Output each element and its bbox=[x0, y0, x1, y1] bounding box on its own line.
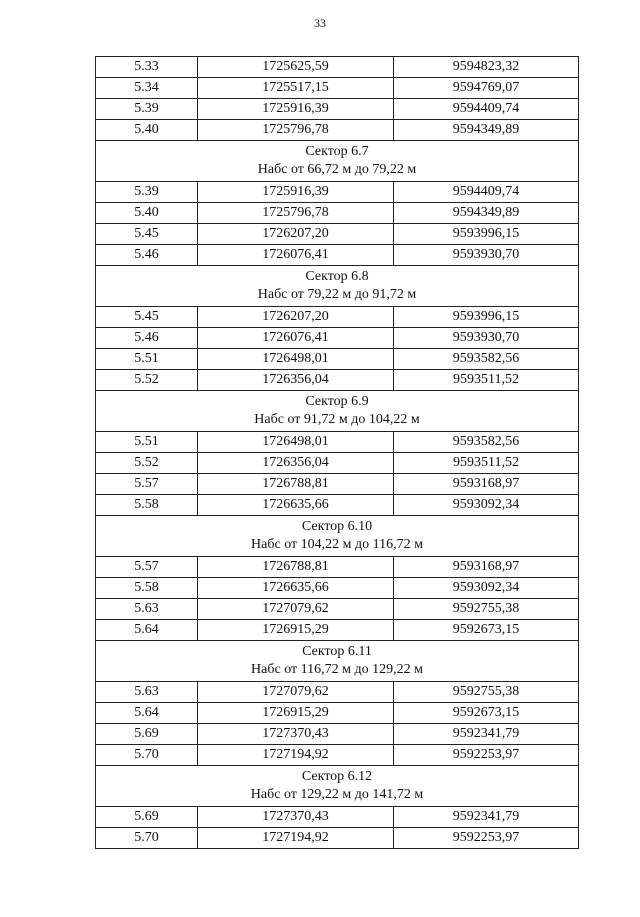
x-coordinate-cell: 1725517,15 bbox=[198, 78, 394, 99]
x-coordinate-cell: 1726207,20 bbox=[198, 224, 394, 245]
point-number-cell: 5.40 bbox=[96, 120, 198, 141]
y-coordinate-cell: 9593092,34 bbox=[394, 495, 579, 516]
x-coordinate-cell: 1727079,62 bbox=[198, 599, 394, 620]
table-row bbox=[96, 453, 579, 474]
sector-header-row bbox=[96, 266, 579, 307]
x-coordinate-cell: 1727370,43 bbox=[198, 724, 394, 745]
point-number-cell: 5.57 bbox=[96, 557, 198, 578]
y-coordinate-cell: 9593582,56 bbox=[394, 432, 579, 453]
table-row bbox=[96, 599, 579, 620]
point-number-cell: 5.34 bbox=[96, 78, 198, 99]
sector-header-row bbox=[96, 516, 579, 557]
x-coordinate-cell: 1726915,29 bbox=[198, 703, 394, 724]
table-row bbox=[96, 224, 579, 245]
x-coordinate-cell: 1727194,92 bbox=[198, 828, 394, 849]
point-number-cell: 5.45 bbox=[96, 224, 198, 245]
x-coordinate-cell: 1725796,78 bbox=[198, 120, 394, 141]
table-row bbox=[96, 807, 579, 828]
table-row bbox=[96, 328, 579, 349]
y-coordinate-cell: 9592253,97 bbox=[394, 745, 579, 766]
y-coordinate-cell: 9592341,79 bbox=[394, 807, 579, 828]
sector-title: Сектор 6.7 bbox=[305, 144, 369, 159]
x-coordinate-cell: 1726788,81 bbox=[198, 557, 394, 578]
y-coordinate-cell: 9593092,34 bbox=[394, 578, 579, 599]
x-coordinate-cell: 1726635,66 bbox=[198, 578, 394, 599]
x-coordinate-cell: 1727370,43 bbox=[198, 807, 394, 828]
x-coordinate-cell: 1727194,92 bbox=[198, 745, 394, 766]
sector-height-range: Набс от 129,22 м до 141,72 м bbox=[250, 787, 424, 802]
sector-header-cell bbox=[96, 766, 579, 807]
point-number-cell: 5.40 bbox=[96, 203, 198, 224]
point-number-cell: 5.58 bbox=[96, 495, 198, 516]
table-row bbox=[96, 495, 579, 516]
table-row bbox=[96, 578, 579, 599]
sector-height-range: Набс от 104,22 м до 116,72 м bbox=[251, 537, 423, 552]
table-row bbox=[96, 78, 579, 99]
point-number-cell: 5.70 bbox=[96, 828, 198, 849]
sector-title: Сектор 6.9 bbox=[305, 394, 369, 409]
point-number-cell: 5.64 bbox=[96, 620, 198, 641]
x-coordinate-cell: 1726788,81 bbox=[198, 474, 394, 495]
point-number-cell: 5.69 bbox=[96, 724, 198, 745]
sector-header-cell bbox=[96, 141, 579, 182]
table-row bbox=[96, 474, 579, 495]
point-number-cell: 5.57 bbox=[96, 474, 198, 495]
x-coordinate-cell: 1726915,29 bbox=[198, 620, 394, 641]
coordinates-table-body bbox=[96, 57, 579, 849]
table-row bbox=[96, 120, 579, 141]
y-coordinate-cell: 9593930,70 bbox=[394, 245, 579, 266]
x-coordinate-cell: 1725916,39 bbox=[198, 99, 394, 120]
point-number-cell: 5.39 bbox=[96, 99, 198, 120]
y-coordinate-cell: 9593511,52 bbox=[394, 370, 579, 391]
x-coordinate-cell: 1726635,66 bbox=[198, 495, 394, 516]
table-row bbox=[96, 57, 579, 78]
table-row bbox=[96, 203, 579, 224]
y-coordinate-cell: 9594349,89 bbox=[394, 203, 579, 224]
y-coordinate-cell: 9592673,15 bbox=[394, 703, 579, 724]
y-coordinate-cell: 9592253,97 bbox=[394, 828, 579, 849]
point-number-cell: 5.63 bbox=[96, 599, 198, 620]
y-coordinate-cell: 9592755,38 bbox=[394, 682, 579, 703]
y-coordinate-cell: 9593511,52 bbox=[394, 453, 579, 474]
point-number-cell: 5.46 bbox=[96, 245, 198, 266]
point-number-cell: 5.69 bbox=[96, 807, 198, 828]
table-row bbox=[96, 682, 579, 703]
y-coordinate-cell: 9592755,38 bbox=[394, 599, 579, 620]
sector-header-cell bbox=[96, 391, 579, 432]
y-coordinate-cell: 9594823,32 bbox=[394, 57, 579, 78]
y-coordinate-cell: 9593930,70 bbox=[394, 328, 579, 349]
sector-title: Сектор 6.12 bbox=[301, 769, 373, 784]
table-row bbox=[96, 724, 579, 745]
table-row bbox=[96, 370, 579, 391]
point-number-cell: 5.52 bbox=[96, 453, 198, 474]
table-row bbox=[96, 349, 579, 370]
sector-height-range: Набс от 91,72 м до 104,22 м bbox=[254, 412, 420, 427]
y-coordinate-cell: 9594349,89 bbox=[394, 120, 579, 141]
y-coordinate-cell: 9593996,15 bbox=[394, 224, 579, 245]
sector-header-row bbox=[96, 141, 579, 182]
point-number-cell: 5.51 bbox=[96, 349, 198, 370]
x-coordinate-cell: 1725625,59 bbox=[198, 57, 394, 78]
table-row bbox=[96, 745, 579, 766]
sector-height-range: Набс от 79,22 м до 91,72 м bbox=[257, 287, 417, 302]
table-row bbox=[96, 99, 579, 120]
sector-title: Сектор 6.11 bbox=[302, 644, 372, 659]
point-number-cell: 5.63 bbox=[96, 682, 198, 703]
sector-header-cell bbox=[96, 516, 579, 557]
table-row bbox=[96, 828, 579, 849]
table-row bbox=[96, 307, 579, 328]
sector-height-range: Набс от 66,72 м до 79,22 м bbox=[257, 162, 417, 177]
sector-title: Сектор 6.10 bbox=[301, 519, 373, 534]
sector-header-row bbox=[96, 641, 579, 682]
y-coordinate-cell: 9594409,74 bbox=[394, 99, 579, 120]
point-number-cell: 5.52 bbox=[96, 370, 198, 391]
x-coordinate-cell: 1726207,20 bbox=[198, 307, 394, 328]
sector-title: Сектор 6.8 bbox=[305, 269, 369, 284]
sector-header-row bbox=[96, 766, 579, 807]
table-row bbox=[96, 245, 579, 266]
coordinates-table bbox=[95, 56, 579, 849]
point-number-cell: 5.39 bbox=[96, 182, 198, 203]
point-number-cell: 5.46 bbox=[96, 328, 198, 349]
y-coordinate-cell: 9593582,56 bbox=[394, 349, 579, 370]
sector-header-cell bbox=[96, 641, 579, 682]
y-coordinate-cell: 9593996,15 bbox=[394, 307, 579, 328]
point-number-cell: 5.58 bbox=[96, 578, 198, 599]
x-coordinate-cell: 1725916,39 bbox=[198, 182, 394, 203]
table-row bbox=[96, 620, 579, 641]
table-row bbox=[96, 703, 579, 724]
x-coordinate-cell: 1727079,62 bbox=[198, 682, 394, 703]
sector-header-cell bbox=[96, 266, 579, 307]
page-number: 33 bbox=[314, 16, 326, 30]
table-row bbox=[96, 557, 579, 578]
x-coordinate-cell: 1726076,41 bbox=[198, 245, 394, 266]
y-coordinate-cell: 9592673,15 bbox=[394, 620, 579, 641]
x-coordinate-cell: 1726498,01 bbox=[198, 349, 394, 370]
point-number-cell: 5.33 bbox=[96, 57, 198, 78]
y-coordinate-cell: 9594769,07 bbox=[394, 78, 579, 99]
x-coordinate-cell: 1726076,41 bbox=[198, 328, 394, 349]
x-coordinate-cell: 1725796,78 bbox=[198, 203, 394, 224]
point-number-cell: 5.51 bbox=[96, 432, 198, 453]
table-row bbox=[96, 432, 579, 453]
sector-header-row bbox=[96, 391, 579, 432]
x-coordinate-cell: 1726498,01 bbox=[198, 432, 394, 453]
sector-height-range: Набс от 116,72 м до 129,22 м bbox=[251, 662, 423, 677]
x-coordinate-cell: 1726356,04 bbox=[198, 370, 394, 391]
x-coordinate-cell: 1726356,04 bbox=[198, 453, 394, 474]
y-coordinate-cell: 9593168,97 bbox=[394, 474, 579, 495]
point-number-cell: 5.45 bbox=[96, 307, 198, 328]
y-coordinate-cell: 9594409,74 bbox=[394, 182, 579, 203]
y-coordinate-cell: 9593168,97 bbox=[394, 557, 579, 578]
point-number-cell: 5.64 bbox=[96, 703, 198, 724]
table-row bbox=[96, 182, 579, 203]
y-coordinate-cell: 9592341,79 bbox=[394, 724, 579, 745]
point-number-cell: 5.70 bbox=[96, 745, 198, 766]
